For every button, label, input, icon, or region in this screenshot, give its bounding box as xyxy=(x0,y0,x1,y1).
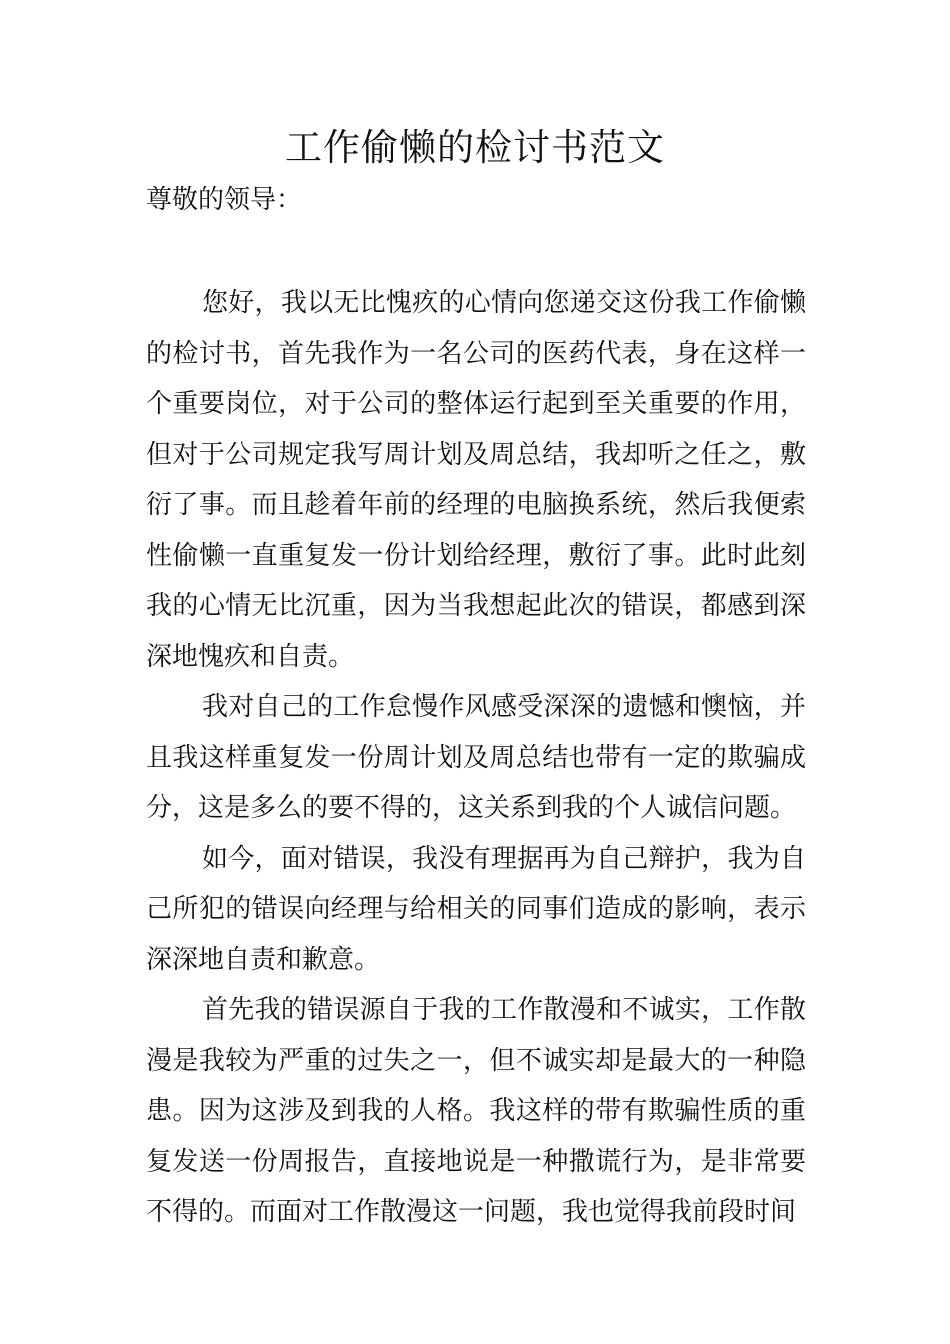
paragraph-1: 您好，我以无比愧疚的心情向您递交这份我工作偷懒的检讨书，首先我作为一名公司的医药代表，身在这样一个重要岗位，对于公司的整体运行起到至关重要的作用，但对于公司规定我写周计划及周总结，我却听之任之，敷衍了事。而且趁着年前的经理的电脑换系统，然后我便索性偷懒一直重复发一份计划给经理，敷衍了事。此时此刻我的心情无比沉重，因为当我想起此次的错误，都感到深深地愧疚和自责。 xyxy=(146,288,806,672)
document-title: 工作偷懒的检讨书范文 xyxy=(285,126,665,169)
paragraph-2: 我对自己的工作怠慢作风感受深深的遗憾和懊恼，并且我这样重复发一份周计划及周总结也带有一定的欺骗成分，这是多么的要不得的，这关系到我的个人诚信问题。 xyxy=(146,692,806,823)
paragraph-3: 如今，面对错误，我没有理据再为自己辩护，我为自己所犯的错误向经理与给相关的同事们造成的影响，表示深深地自责和歉意。 xyxy=(146,843,806,975)
paragraph-4: 首先我的错误源自于我的工作散漫和不诚实，工作散漫是我较为严重的过失之一，但不诚实却是最大的一种隐患。因为这涉及到我的人格。我这样的带有欺骗性质的重复发送一份周报告，直接地说是一种撒谎行为，是非常要不得的。而面对工作散漫这一问题，我也觉得我前段时间 xyxy=(146,995,806,1227)
document-body xyxy=(146,278,806,1238)
salutation: 尊敬的领导： xyxy=(146,185,303,215)
